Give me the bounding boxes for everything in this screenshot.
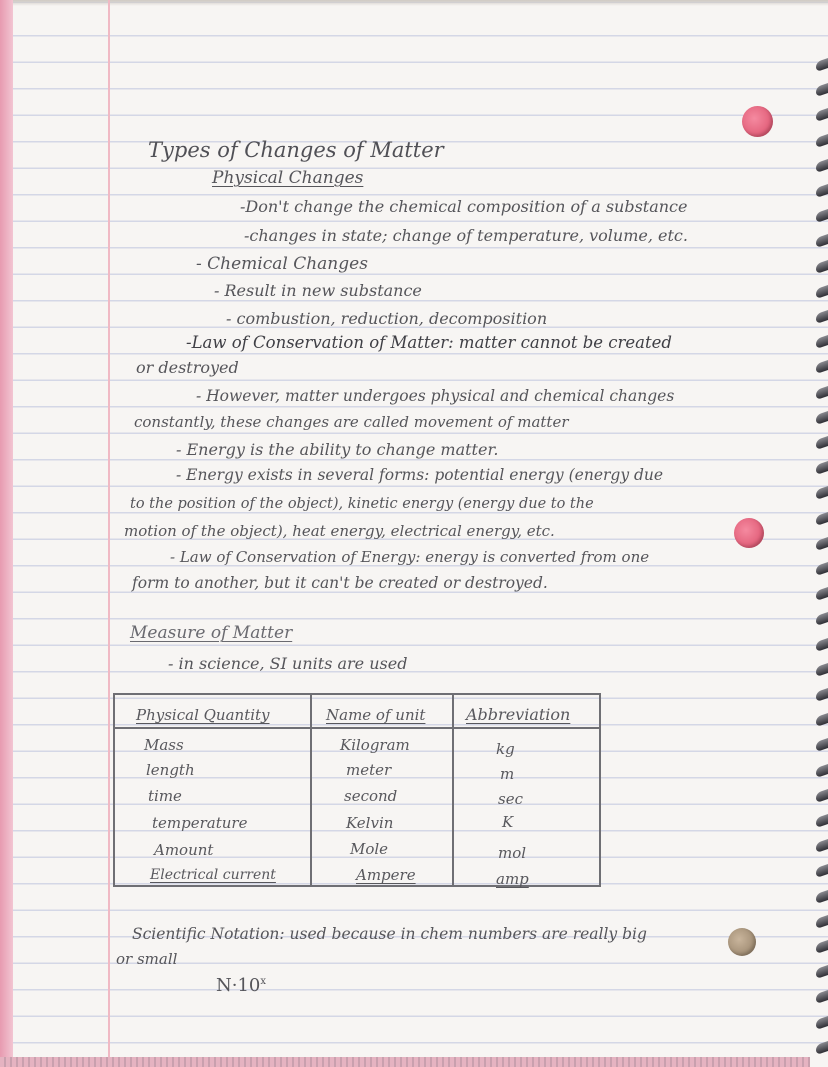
spiral-coil bbox=[816, 1016, 828, 1030]
cell-unit: second bbox=[344, 787, 398, 805]
page-left-edge bbox=[0, 0, 13, 1067]
spiral-coil bbox=[816, 310, 828, 324]
law-of-conservation-of-energy-cont: form to another, but it can't be created or destroyed. bbox=[132, 574, 548, 592]
spiral-coil bbox=[816, 965, 828, 979]
page-bottom-edge bbox=[0, 1057, 810, 1067]
energy-definition: - Energy is the ability to change matter. bbox=[176, 440, 499, 459]
cell-unit: Kelvin bbox=[346, 814, 394, 832]
spiral-binding bbox=[812, 60, 828, 1067]
cell-abbreviation: amp bbox=[496, 870, 529, 888]
spiral-coil bbox=[816, 562, 828, 576]
spiral-coil bbox=[816, 990, 828, 1004]
chemical-changes-point-2: - combustion, reduction, decomposition bbox=[226, 309, 548, 328]
spiral-coil bbox=[816, 83, 828, 97]
cell-abbreviation: kg bbox=[496, 740, 515, 758]
spiral-coil bbox=[816, 58, 828, 72]
table-header-abbreviation: Abbreviation bbox=[466, 705, 571, 724]
binder-hole-top bbox=[742, 106, 773, 137]
scientific-notation-formula bbox=[216, 972, 266, 996]
formula-base: N·10 bbox=[216, 975, 261, 996]
physical-changes-heading: Physical Changes bbox=[212, 168, 364, 188]
law-of-conservation-of-matter: -Law of Conservation of Matter: matter cannot be created bbox=[186, 333, 672, 352]
spiral-coil bbox=[816, 789, 828, 803]
spiral-coil bbox=[816, 890, 828, 904]
physical-changes-point-2: -changes in state; change of temperature, volume, etc. bbox=[244, 226, 688, 245]
binder-hole-bottom bbox=[728, 928, 756, 956]
energy-forms-3: motion of the object), heat energy, electrical energy, etc. bbox=[124, 522, 555, 540]
energy-forms-2: to the position of the object), kinetic energy (energy due to the bbox=[130, 496, 594, 512]
spiral-coil bbox=[816, 688, 828, 702]
spiral-coil bbox=[816, 839, 828, 853]
cell-unit: meter bbox=[346, 761, 392, 779]
spiral-coil bbox=[816, 260, 828, 274]
measure-of-matter-heading: Measure of Matter bbox=[130, 623, 293, 643]
cell-abbreviation: m bbox=[500, 765, 515, 783]
cell-abbreviation: mol bbox=[498, 844, 527, 862]
spiral-coil bbox=[816, 134, 828, 148]
spiral-coil bbox=[816, 537, 828, 551]
spiral-coil bbox=[816, 234, 828, 248]
law-of-conservation-of-matter-cont: or destroyed bbox=[136, 358, 239, 377]
spiral-coil bbox=[816, 386, 828, 400]
law-of-conservation-of-energy: - Law of Conservation of Energy: energy is converted from one bbox=[170, 548, 650, 566]
spiral-coil bbox=[816, 814, 828, 828]
spiral-coil bbox=[816, 512, 828, 526]
spiral-coil bbox=[816, 159, 828, 173]
formula-exponent: x bbox=[260, 976, 267, 987]
cell-unit: Kilogram bbox=[340, 736, 410, 754]
spiral-coil bbox=[816, 638, 828, 652]
cell-quantity: temperature bbox=[152, 814, 248, 832]
spiral-coil bbox=[816, 209, 828, 223]
scientific-notation-note: Scientific Notation: used because in chem numbers are really big bbox=[132, 925, 647, 943]
spiral-coil bbox=[816, 764, 828, 778]
spiral-coil bbox=[816, 411, 828, 425]
spiral-coil bbox=[816, 184, 828, 198]
energy-forms-1: - Energy exists in several forms: potential energy (energy due bbox=[176, 466, 664, 484]
physical-changes-point-1: -Don't change the chemical composition of a substance bbox=[240, 197, 688, 216]
spiral-coil bbox=[816, 713, 828, 727]
however-note-cont: constantly, these changes are called movement of matter bbox=[134, 413, 569, 431]
spiral-coil bbox=[816, 1041, 828, 1055]
spiral-coil bbox=[816, 663, 828, 677]
spiral-coil bbox=[816, 915, 828, 929]
spiral-coil bbox=[816, 864, 828, 878]
however-note: - However, matter undergoes physical and chemical changes bbox=[196, 387, 675, 405]
chemical-changes-heading: - Chemical Changes bbox=[196, 254, 368, 274]
spiral-coil bbox=[816, 940, 828, 954]
cell-quantity: time bbox=[148, 787, 182, 805]
margin-line bbox=[108, 0, 110, 1067]
spiral-coil bbox=[816, 612, 828, 626]
cell-unit: Ampere bbox=[356, 866, 416, 884]
spiral-coil bbox=[816, 486, 828, 500]
table-header-physical-quantity: Physical Quantity bbox=[136, 706, 270, 724]
cell-abbreviation: K bbox=[502, 813, 514, 831]
binder-hole-middle bbox=[734, 518, 764, 548]
spiral-coil bbox=[816, 108, 828, 122]
cell-quantity: Electrical current bbox=[150, 867, 276, 883]
spiral-coil bbox=[816, 285, 828, 299]
spiral-coil bbox=[816, 461, 828, 475]
cell-quantity: length bbox=[146, 761, 195, 779]
scientific-notation-note-cont: or small bbox=[116, 950, 178, 968]
spiral-coil bbox=[816, 436, 828, 450]
page-title: Types of Changes of Matter bbox=[148, 138, 444, 162]
cell-quantity: Mass bbox=[144, 736, 184, 754]
table-header-name-of-unit: Name of unit bbox=[326, 706, 426, 724]
spiral-coil bbox=[816, 587, 828, 601]
cell-abbreviation: sec bbox=[498, 790, 523, 808]
chemical-changes-point-1: - Result in new substance bbox=[214, 281, 422, 300]
cell-unit: Mole bbox=[350, 840, 389, 858]
si-units-note: - in science, SI units are used bbox=[168, 654, 408, 673]
spiral-coil bbox=[816, 360, 828, 374]
cell-quantity: Amount bbox=[154, 841, 214, 859]
spiral-coil bbox=[816, 738, 828, 752]
spiral-coil bbox=[816, 335, 828, 349]
page-top-edge bbox=[0, 0, 828, 6]
